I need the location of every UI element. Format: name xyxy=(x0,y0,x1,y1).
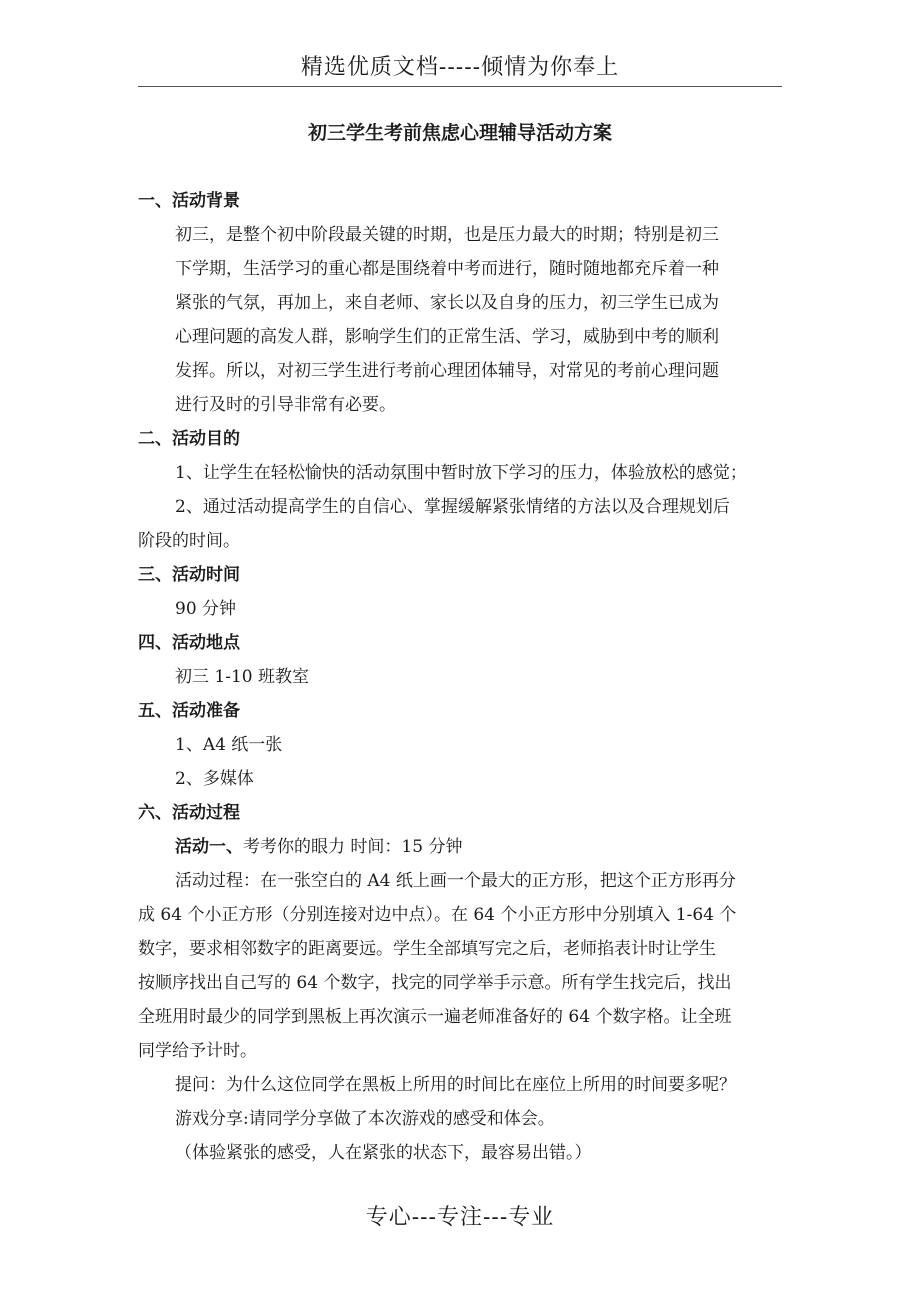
note-line: （体验紧张的感受，人在紧张的状态下，最容易出错。） xyxy=(175,1143,592,1163)
list-item: 1、让学生在轻松愉快的活动氛围中暂时放下学习的压力，体验放松的感觉； xyxy=(175,463,747,483)
paragraph-line: 活动过程：在一张空白的 A4 纸上画一个最大的正方形，把这个正方形再分 xyxy=(175,871,736,891)
question-line: 提问：为什么这位同学在黑板上所用的时间比在座位上所用的时间要多呢？ xyxy=(175,1075,736,1095)
section-text: 90 分钟 xyxy=(175,599,237,619)
paragraph-line: 同学给予计时。 xyxy=(138,1041,257,1061)
paragraph-line: 成 64 个小正方形（分别连接对边中点）。在 64 个小正方形中分别填入 1-64 个 xyxy=(138,905,737,925)
paragraph-line: 下学期，生活学习的重心都是围绕着中考而进行，随时随地都充斥着一种 xyxy=(175,259,719,279)
page-footer: 专心---专注---专业 xyxy=(365,1205,555,1230)
document-body xyxy=(138,184,798,1170)
section-text: 初三 1-10 班教室 xyxy=(175,667,309,687)
document-title: 初三学生考前焦虑心理辅导活动方案 xyxy=(307,122,612,144)
paragraph-line: 初三，是整个初中阶段最关键的时期，也是压力最大的时期；特别是初三 xyxy=(175,225,719,245)
section-heading-purpose: 二、活动目的 xyxy=(138,429,240,449)
paragraph-line: 全班用时最少的同学到黑板上再次演示一遍老师准备好的 64 个数字格。让全班 xyxy=(138,1007,732,1027)
list-item-continuation: 阶段的时间。 xyxy=(138,531,240,551)
list-item: 1、A4 纸一张 xyxy=(175,735,283,755)
page-header: 精选优质文档-----倾情为你奉上 xyxy=(300,55,620,80)
activity-label: 活动一、 xyxy=(175,837,243,857)
activity-title xyxy=(138,830,798,864)
section-heading-background: 一、活动背景 xyxy=(138,191,240,211)
list-item: 2、通过活动提高学生的自信心、掌握缓解紧张情绪的方法以及合理规划后 xyxy=(175,497,730,517)
paragraph-line: 按顺序找出自己写的 64 个数字，找完的同学举手示意。所有学生找完后，找出 xyxy=(138,973,732,993)
activity-subtitle: 考考你的眼力 时间：15 分钟 xyxy=(243,837,463,857)
paragraph-line: 数字，要求相邻数字的距离要远。学生全部填写完之后，老师掐表计时让学生 xyxy=(138,939,716,959)
section-heading-time: 三、活动时间 xyxy=(138,565,240,585)
paragraph-line: 发挥。所以，对初三学生进行考前心理团体辅导，对常见的考前心理问题 xyxy=(175,361,719,381)
paragraph-line: 紧张的气氛，再加上，来自老师、家长以及自身的压力，初三学生已成为 xyxy=(175,293,719,313)
section-heading-preparation: 五、活动准备 xyxy=(138,701,240,721)
paragraph-line: 进行及时的引导非常有必要。 xyxy=(175,395,396,415)
share-line: 游戏分享:请同学分享做了本次游戏的感受和体会。 xyxy=(175,1109,555,1129)
header-divider xyxy=(138,86,782,87)
section-heading-location: 四、活动地点 xyxy=(138,633,240,653)
paragraph-line: 心理问题的高发人群，影响学生们的正常生活、学习，威胁到中考的顺利 xyxy=(175,327,719,347)
list-item: 2、多媒体 xyxy=(175,769,254,789)
section-heading-process: 六、活动过程 xyxy=(138,803,240,823)
